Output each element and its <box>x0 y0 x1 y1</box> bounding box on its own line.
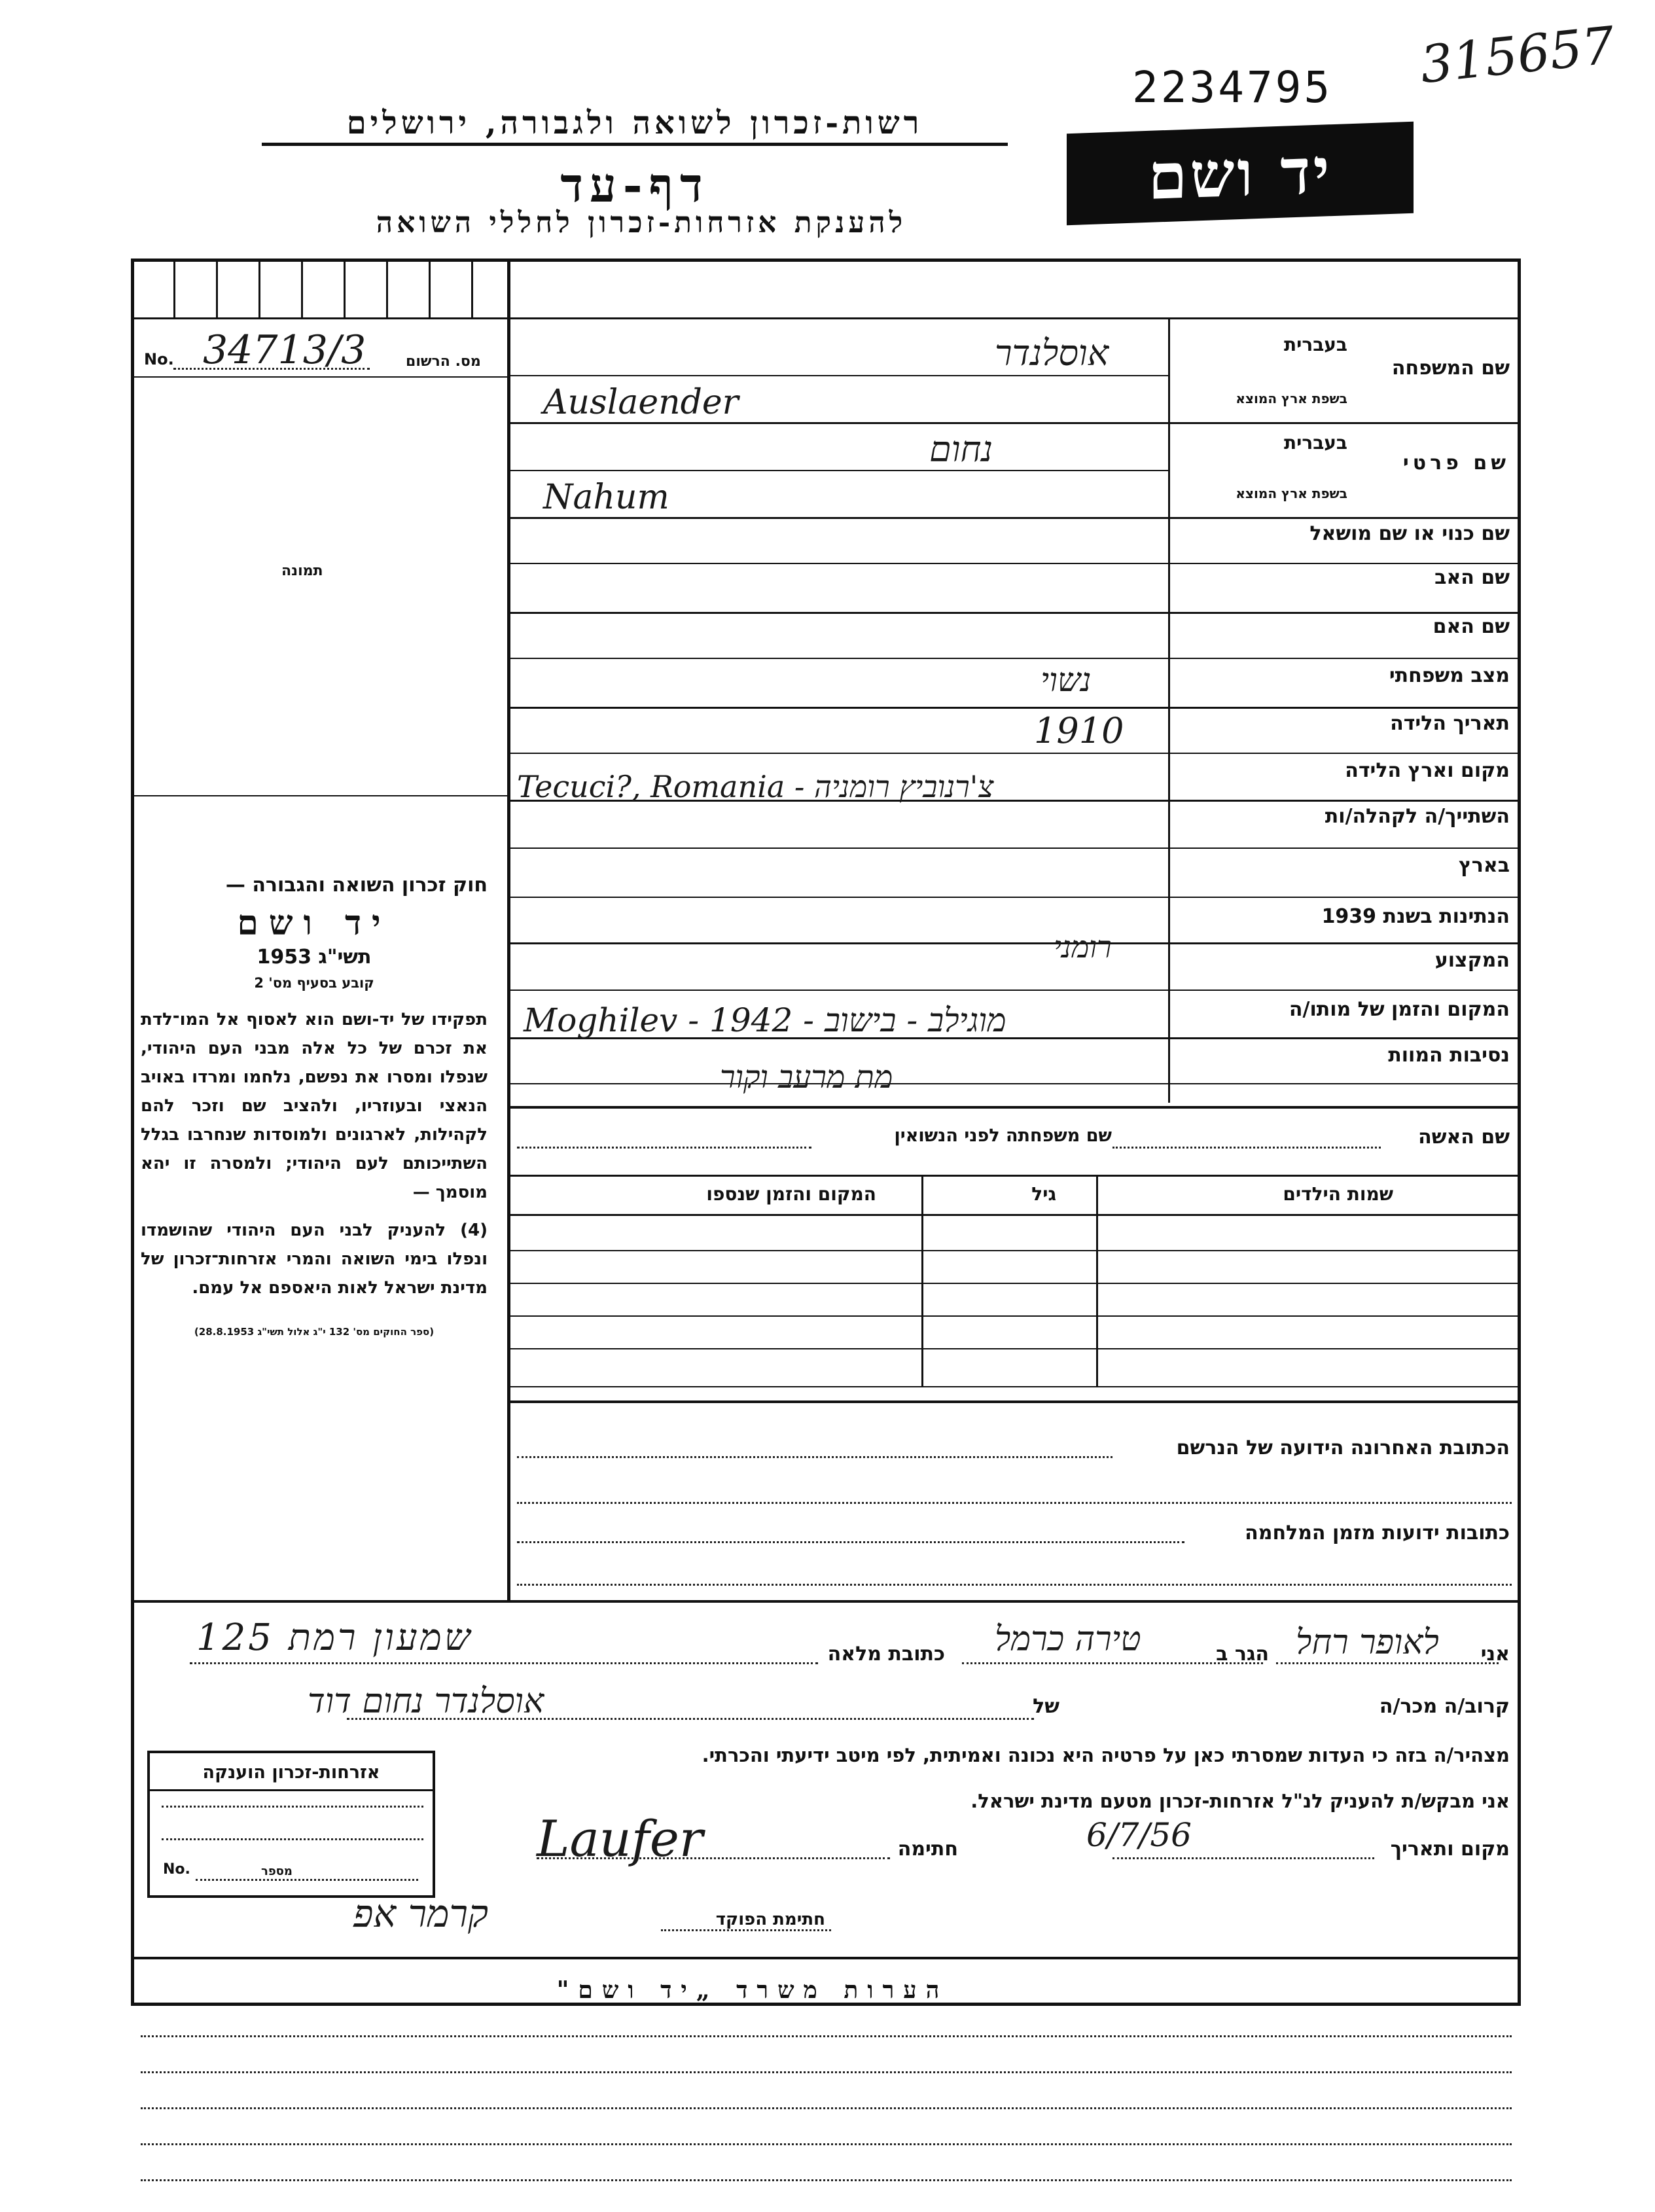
office-notes-top-line <box>131 1957 1521 1959</box>
first-name-hebrew-value: נחום <box>929 429 993 470</box>
marital-label: מצב משפחתי <box>1389 664 1510 687</box>
citizenship-line <box>162 1838 423 1840</box>
first-name-label: שם פרטי <box>1402 452 1510 474</box>
table-row <box>510 1250 1521 1251</box>
photo-label: תמונה <box>281 563 323 579</box>
nationality-label: הנתינות בשנת 1939 <box>1321 905 1510 928</box>
relation-label: קרוב/ה מכר/ה <box>1379 1695 1510 1718</box>
law-clause: קובע בסעיף מס' 2 <box>254 975 374 991</box>
row-line <box>510 847 1521 849</box>
photo-bottom-line <box>131 795 509 796</box>
children-header-age: גיל <box>1031 1183 1056 1205</box>
citizenship-no-label: No. <box>163 1861 190 1878</box>
officer-dotted <box>661 1929 831 1931</box>
birth-place-label: מקום וארץ הלידה <box>1345 759 1510 782</box>
wife-maiden-label: שם משפחתה לפני הנשואין <box>894 1126 1112 1146</box>
first-name-hebrew-tag: בעברית <box>1283 432 1347 454</box>
first-name-origin-value: Nahum <box>543 478 669 517</box>
logo-text: יד ושם <box>1148 133 1332 214</box>
top-strip-line <box>131 317 1521 319</box>
row-line <box>510 1175 1521 1177</box>
law-body: תפקידו של יד-ושם הוא לאסוף אל המו־לדת את זכרם של כל אלה מבני העם היהודי, שנפלו ומסרו את נפשם, נלחמו ומרדו באויב הנאצי ובעוזריו, ולהציב שם וזכר להם לקהילות, לארגונים ולמוסדות שנחרבו בגלל השתייכותם לעם היהודי; ולמסרה זו יהא מוסמך — <box>141 1010 488 1202</box>
birth-place-value: Tecuci?, Romania - צ'רנוביץ רומניה <box>517 769 994 804</box>
law-name: יד ושם <box>237 903 391 943</box>
strip-tick <box>173 259 175 317</box>
children-header-names: שמות הילדים <box>1283 1183 1393 1205</box>
wife-maiden-dotted <box>517 1147 811 1149</box>
form-subtitle: להענקת אזרחות-זכרון לחללי השואה <box>376 206 907 240</box>
archive-number-handwritten: 315657 <box>1417 16 1618 96</box>
war-addresses-label: כתובות ידועות מזמן המלחמה <box>1245 1522 1510 1544</box>
children-bottom <box>510 1400 1521 1403</box>
last-address-dotted-2 <box>517 1502 1512 1504</box>
last-address-dotted <box>517 1456 1112 1458</box>
death-circumstances-label: נסיבות המוות <box>1388 1044 1510 1067</box>
office-notes-line <box>141 2143 1512 2145</box>
office-notes-line <box>141 2179 1512 2181</box>
law-clause-4: (4) להעניק לבני העם היהודי שהושמדו ונפלו בימי השואה והמרי אזרחות־זכרון של מדינת ישראל לאות היאספם אל עמם. <box>141 1221 488 1298</box>
citizenship-number-label: מספר <box>261 1864 293 1878</box>
strip-tick <box>344 259 346 317</box>
surname-label: שם המשפחה <box>1391 357 1510 380</box>
row-line <box>510 942 1521 944</box>
row-line <box>510 1083 1521 1084</box>
row-line <box>510 517 1521 519</box>
label-column-divider <box>1168 317 1170 1103</box>
office-notes-line <box>141 2071 1512 2073</box>
community-label: השתייך/ה לקהלה/ות <box>1325 805 1510 828</box>
mother-label: שם האם <box>1433 615 1510 638</box>
citizenship-box-title: אזרחות-זכרון הוענקה <box>150 1762 433 1791</box>
birth-date-value: 1910 <box>1034 710 1124 751</box>
nickname-label: שם כנוי או שם מושאל <box>1309 522 1510 545</box>
strip-tick <box>301 259 303 317</box>
strip-tick <box>216 259 218 317</box>
row-line <box>510 612 1521 614</box>
in-country-label: בארץ <box>1458 854 1510 877</box>
signature-label: חתימה <box>897 1838 958 1861</box>
children-header-line <box>510 1214 1521 1216</box>
row-line <box>510 563 1521 564</box>
table-row <box>510 1315 1521 1317</box>
yad-vashem-logo <box>1067 122 1414 226</box>
relation-of-label: של <box>1033 1695 1059 1718</box>
war-addresses-dotted <box>517 1541 1184 1543</box>
surname-hebrew-value: אוסלנדר <box>995 332 1109 374</box>
office-notes-line <box>141 2107 1512 2109</box>
citizenship-line <box>162 1806 423 1808</box>
law-block <box>141 874 488 1338</box>
declaration-top-line <box>131 1600 1521 1603</box>
declarant-residence: טירה כרמל <box>995 1620 1141 1659</box>
row-line <box>510 375 1168 376</box>
citizenship-number-line <box>196 1879 418 1881</box>
children-header-place: המקום והזמן שנספו <box>706 1183 876 1205</box>
marital-value: נשוי <box>1041 661 1092 699</box>
doc-number: 2234795 <box>1132 62 1333 113</box>
profession-label: המקצוע <box>1434 949 1510 972</box>
war-addresses-dotted-2 <box>517 1584 1512 1586</box>
surname-origin-tag: בשפת ארץ המוצא <box>1236 391 1347 406</box>
declarant-name: לאופר רחל <box>1296 1623 1439 1662</box>
registration-no-label: No. <box>144 350 174 368</box>
row-line <box>510 658 1521 659</box>
last-address-label: הכתובת האחרונה הידועה של הנרשם <box>1176 1436 1510 1459</box>
table-row <box>510 1386 1521 1387</box>
law-title: חוק זכרון השואה והגבורה — <box>225 874 488 897</box>
statement-2: אני מבקש/ת להעניק לנ"ל אזרחות-זכרון מטעם מדינת ישראל. <box>970 1790 1510 1812</box>
strip-tick <box>471 259 473 317</box>
registration-label: מס. הרשום <box>406 353 481 370</box>
declarant-residence-dotted <box>962 1662 1263 1664</box>
place-date-value: 6/7/56 <box>1086 1816 1192 1854</box>
statement-1: מצהיר/ה בזה כי העדות שמסרתי כאן על פרטיה היא נכונה ואמיתית, לפי מיטב ידיעתי והכרתי. <box>702 1744 1510 1766</box>
row-line <box>510 422 1521 424</box>
death-place-value: Moghilev - 1942 - מוגילב - בישוב <box>524 1001 1006 1039</box>
place-date-dotted <box>1112 1857 1374 1859</box>
row-line <box>510 470 1168 471</box>
strip-tick <box>429 259 431 317</box>
declarant-address: שמעון רמת 125 <box>196 1616 473 1659</box>
office-notes-line <box>141 2035 1512 2037</box>
father-label: שם האב <box>1434 566 1510 589</box>
row-line <box>510 707 1521 709</box>
place-date-label: מקום ותאריך <box>1390 1838 1510 1861</box>
declarant-signature: Laufer <box>537 1810 703 1868</box>
declarant-address-label: כתובת מלאה <box>827 1643 945 1666</box>
form-title: דף-עד <box>560 157 709 213</box>
surname-origin-value: Auslaender <box>543 383 739 422</box>
law-year: תשי"ג 1953 <box>257 946 372 969</box>
table-row <box>510 1283 1521 1284</box>
officer-signature-label: חתימת הפוקד <box>715 1910 825 1929</box>
declarant-address-dotted <box>190 1662 818 1664</box>
wife-label: שם האשה <box>1418 1126 1510 1149</box>
wife-dotted <box>1112 1147 1381 1149</box>
row-line <box>510 753 1521 754</box>
strip-tick <box>258 259 260 317</box>
row-line <box>510 1106 1521 1109</box>
birth-date-label: תאריך הלידה <box>1390 712 1510 735</box>
declarant-residing-label: הגר ב <box>1216 1643 1269 1666</box>
first-name-origin-tag: בשפת ארץ המוצא <box>1236 486 1347 501</box>
children-col-divider <box>1096 1177 1098 1387</box>
citizenship-box <box>147 1751 435 1898</box>
nationality-value: רומני <box>1054 929 1112 965</box>
row-line <box>510 897 1521 898</box>
death-circumstances-value: מת מרעב וקור <box>720 1059 893 1096</box>
row-line <box>510 990 1521 991</box>
death-place-label: המקום והזמן של מותו/ה <box>1289 998 1510 1021</box>
registration-line <box>131 376 509 378</box>
office-notes-title: הערות משרד „יד ושם" <box>556 1976 949 2004</box>
authority-name: רשות-זכרון לשואה ולגבורה, ירושלים <box>262 105 1008 146</box>
strip-tick <box>386 259 388 317</box>
registration-number: 34713/3 <box>203 327 366 373</box>
children-col-divider <box>921 1177 923 1387</box>
officer-signature: קרמר אפ <box>353 1891 489 1936</box>
declarant-i-label: אני <box>1480 1643 1510 1666</box>
left-column-divider <box>507 259 510 1600</box>
relation-of-value: אוסלנדר נחום דוד <box>308 1682 544 1721</box>
table-row <box>510 1348 1521 1349</box>
law-citation: (ספר החוקים מס' 132 י"ג אלול תשי"ג 28.8.1953) <box>194 1326 435 1338</box>
declarant-name-dotted <box>1276 1662 1499 1664</box>
surname-hebrew-tag: בעברית <box>1283 334 1347 355</box>
